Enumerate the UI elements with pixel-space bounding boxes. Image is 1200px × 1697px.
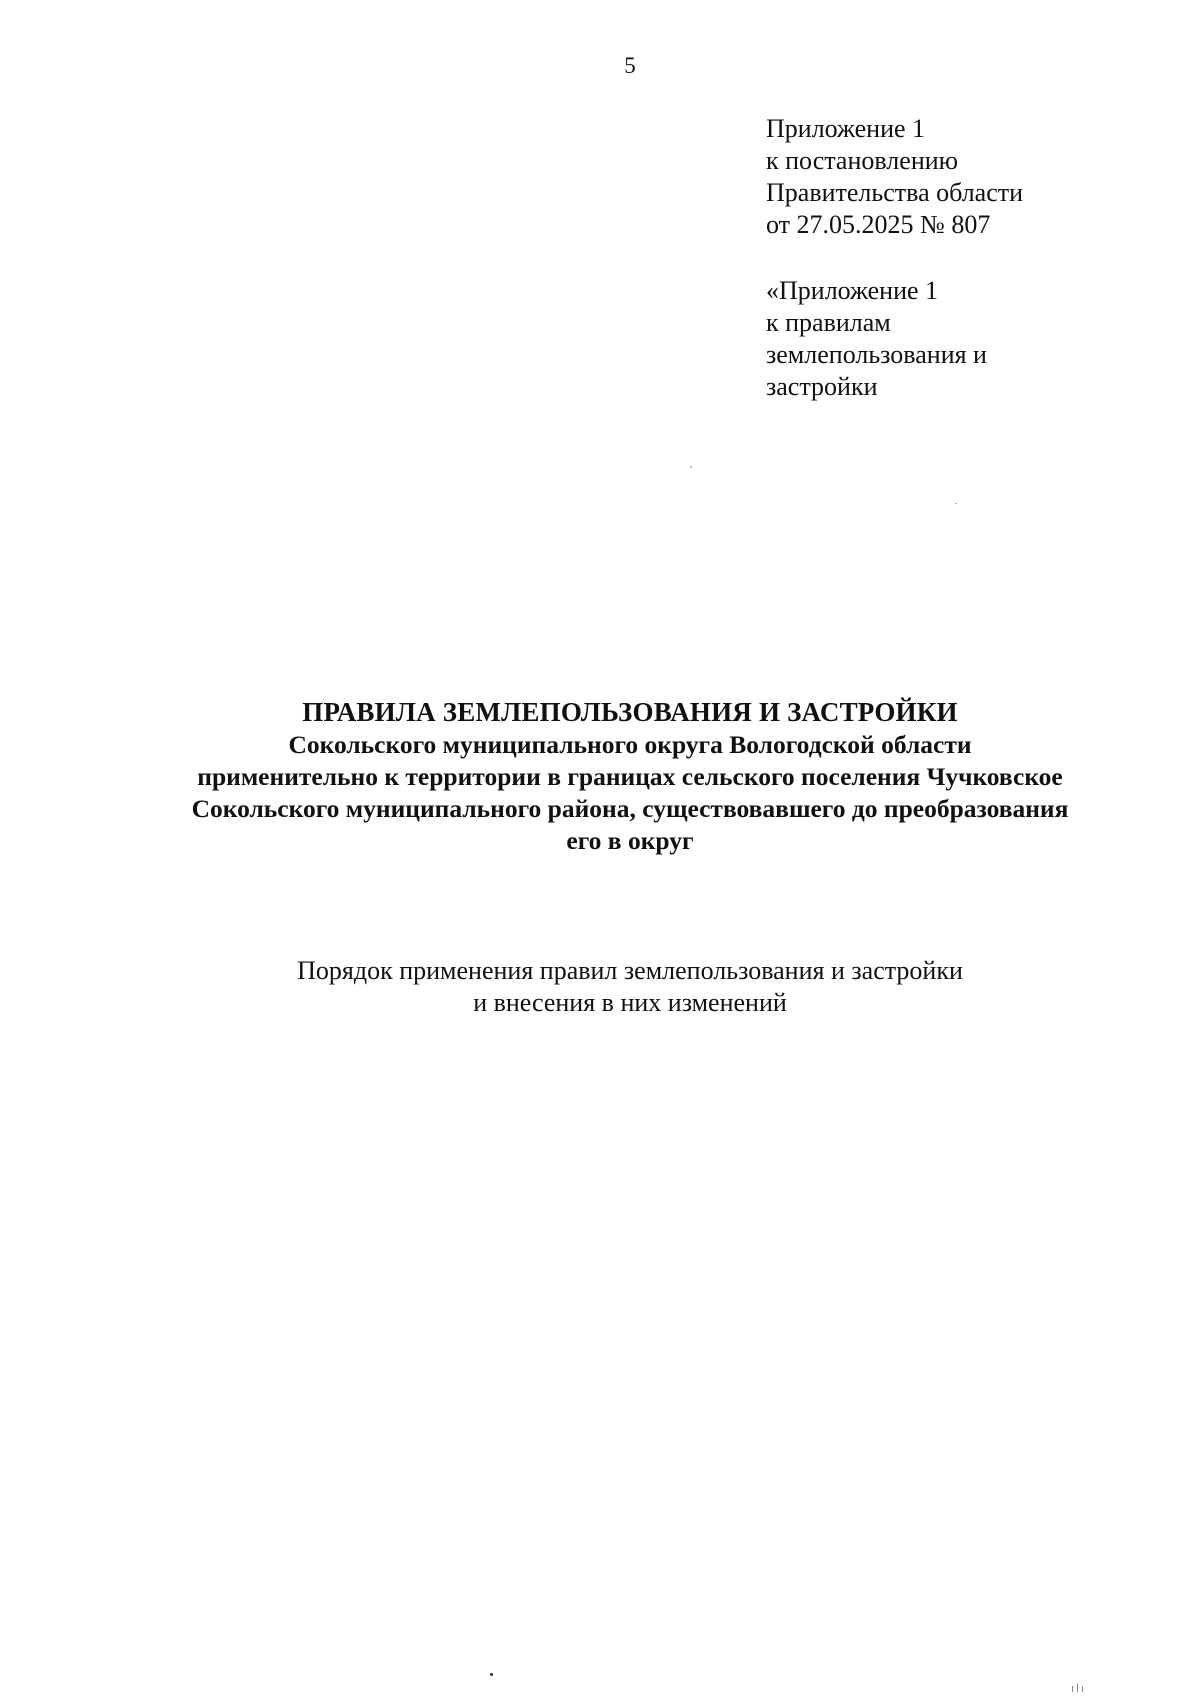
title-line: применительно к территории в границах сельского поселения Чучковское <box>197 762 1063 791</box>
annex-decree-line: Приложение 1 <box>766 114 926 143</box>
annex-rules-reference <box>766 275 1186 403</box>
scan-speck <box>490 1673 493 1676</box>
document-title <box>0 695 1200 857</box>
page-number: 5 <box>624 53 636 78</box>
section-line: Порядок применения правил землепользования и застройки <box>297 956 963 985</box>
annex-rules-line: «Приложение 1 <box>766 276 939 305</box>
annex-decree-line: Правительства области <box>766 178 1024 207</box>
scan-speck <box>1082 1686 1083 1692</box>
scan-speck <box>1077 1684 1078 1692</box>
annex-rules-line: к правилам <box>766 308 891 337</box>
scan-speck <box>1072 1686 1073 1692</box>
section-line: и внесения в них изменений <box>473 988 787 1017</box>
annex-decree-reference <box>766 113 1186 241</box>
annex-rules-line: землепользования и <box>766 340 987 369</box>
section-heading <box>0 955 1200 1019</box>
title-main: ПРАВИЛА ЗЕМЛЕПОЛЬЗОВАНИЯ И ЗАСТРОЙКИ <box>302 697 958 727</box>
annex-decree-line: к постановлению <box>766 146 959 175</box>
title-line: Сокольского муниципального округа Вологодской области <box>288 730 972 759</box>
annex-rules-line: застройки <box>766 372 878 401</box>
annex-decree-line: от 27.05.2025 № 807 <box>766 210 991 239</box>
title-line: Сокольского муниципального района, существовавшего до преобразования <box>191 794 1069 823</box>
title-line: его в округ <box>566 826 694 855</box>
scan-speck <box>955 503 957 504</box>
scan-speck <box>690 466 692 468</box>
